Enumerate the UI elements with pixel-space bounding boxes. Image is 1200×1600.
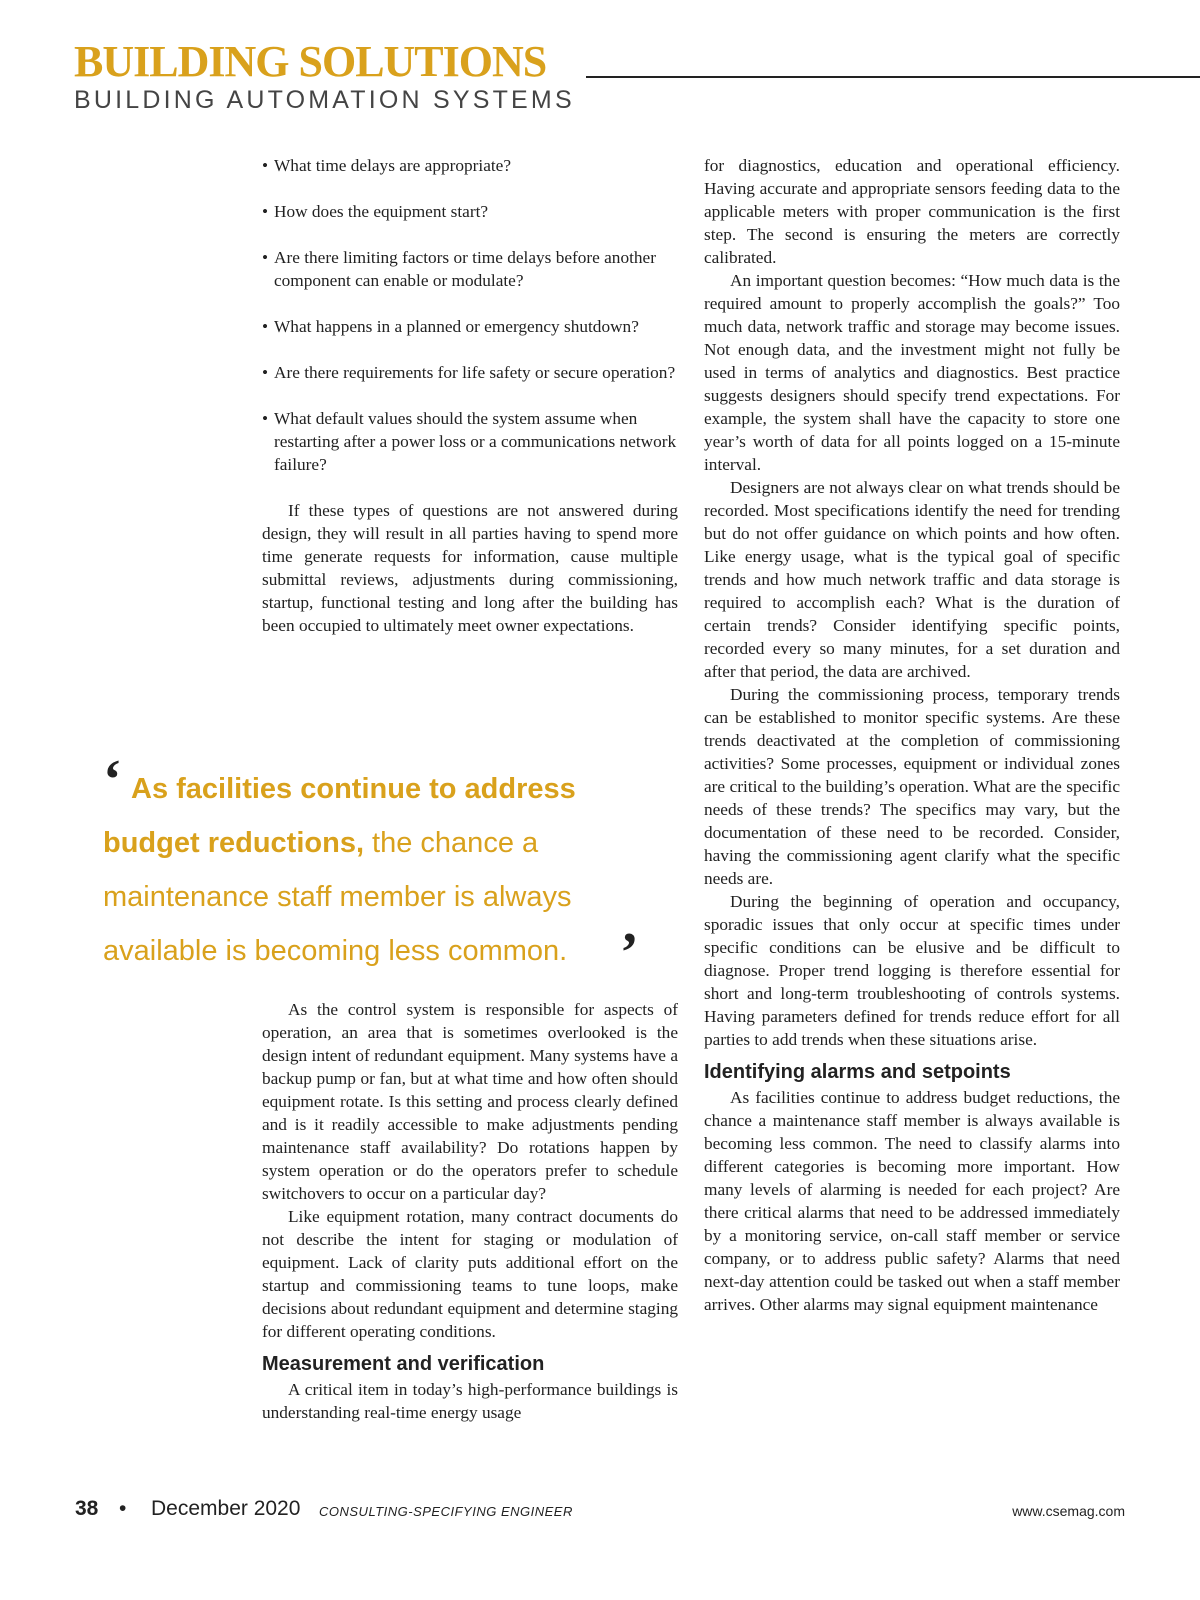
subheading: Measurement and verification [262, 1353, 545, 1375]
close-quote-mark: ’ [620, 922, 639, 984]
page-number: 38 [75, 1497, 99, 1520]
body-paragraph: During the beginning of operation and occupancy, sporadic issues that only occur at specific times under specific conditions can be elusive and be difficult to diagnose. Proper trend logging is therefore essential for short and long-term troubleshooting of controls systems. Having parameters defined for trends reduce effort for all parties to add trends when these situations arise. [704, 892, 1120, 1049]
issue-date: December 2020 [151, 1497, 301, 1520]
body-paragraph: During the commissioning process, temporary trends can be established to monitor specific systems. Are these trends deactivated at the completion of commissioning activities? Some processes, equipment or individual zones are critical to the building’s operation. What are the specific needs of these trends? The specifics may vary, but the documentation of these need to be recorded. Consider, having the commissioning agent clarify what the specific needs are. [704, 685, 1120, 888]
magazine-name: CONSULTING-SPECIFYING ENGINEER [319, 1504, 573, 1519]
page-header [74, 37, 1200, 115]
page-footer [75, 1497, 1125, 1527]
body-paragraph: Like equipment rotation, many contract documents do not describe the intent for staging or modulation of equipment. Lack of clarity puts additional effort on the startup and commissioning teams to tune loops, make decisions about redundant equipment and determine staging for different operating conditions. [262, 1207, 678, 1341]
right-column [704, 154, 1120, 1316]
left-column-top [262, 154, 678, 637]
pull-quote-rest: the chance a maintenance staff member is always available is becoming less common. [103, 827, 572, 967]
list-item: • What default values should the system assume when restarting after a power loss or a communications network failure? [262, 407, 678, 476]
footer-bullet: • [119, 1497, 127, 1520]
list-item: • Are there limiting factors or time delays before another component can enable or modulate? [262, 246, 678, 292]
open-quote-mark: ‘ [103, 749, 122, 811]
pull-quote-bold: As facilities continue to address budget reductions, [103, 773, 576, 859]
body-paragraph: for diagnostics, education and operational efficiency. Having accurate and appropriate sensors feeding data to the applicable meters with proper communication is the first step. The second is ensuring the meters are correctly calibrated. [704, 156, 1120, 267]
body-paragraph: If these types of questions are not answered during design, they will result in all parties having to spend more time generate requests for information, cause multiple submittal reviews, adjustments during commissioning, startup, functional testing and long after the building has been occupied to ultimately meet owner expectations. [262, 501, 678, 635]
list-item: • Are there requirements for life safety or secure operation? [262, 361, 678, 384]
list-item: • How does the equipment start? [262, 200, 678, 223]
section-subtitle: BUILDING AUTOMATION SYSTEMS [74, 86, 575, 114]
body-paragraph: A critical item in today’s high-performance buildings is understanding real-time energy usage [262, 1380, 678, 1422]
body-paragraph: An important question becomes: “How much data is the required amount to properly accomplish the goals?” Too much data, network traffic and storage may become issues. Not enough data, and the investment might not fully be used in terms of analytics and diagnostics. Best practice suggests designers should specify trend expectations. For example, the system shall have the capacity to store one year’s worth of data for all points logged on a 15-minute interval. [704, 271, 1120, 474]
section-title: BUILDING SOLUTIONS [74, 37, 547, 86]
body-paragraph: As facilities continue to address budget reductions, the chance a maintenance staff member is always available is becoming less common. The need to classify alarms into different categories is becoming more important. How many levels of alarming is needed for each project? Are there critical alarms that need to be addressed immediately by a monitoring service, on-call staff member or service company, or to address public safety? Alarms that need next-day attention could be tasked out when a staff member arrives. Other alarms may signal equipment maintenance [704, 1088, 1120, 1314]
website-link[interactable]: www.csemag.com [1012, 1503, 1125, 1519]
body-paragraph: Designers are not always clear on what trends should be recorded. Most specifications identify the need for trending but do not offer guidance on which points and how often. Like energy usage, what is the typical goal of specific trends and how much network traffic and data storage is required to accomplish each? What is the duration of certain trends? Consider identifying specific points, recorded every so many minutes, for a set duration and after that period, the data are archived. [704, 478, 1120, 681]
header-rule [586, 76, 1200, 78]
list-item: • What time delays are appropriate? [262, 154, 678, 177]
left-column-bottom [262, 998, 678, 1424]
subheading: Identifying alarms and setpoints [704, 1061, 1011, 1083]
question-list [262, 154, 678, 476]
body-paragraph: As the control system is responsible for aspects of operation, an area that is sometimes overlooked is the design intent of redundant equipment. Many systems have a backup pump or fan, but at what time and how often should equipment rotate. Is this setting and process clearly defined and is it readily accessible to make adjustments pending maintenance staff availability? Do rotations happen by system operation or do the operators prefer to schedule switchovers to occur on a particular day? [262, 1000, 678, 1203]
pull-quote [103, 762, 663, 978]
list-item: • What happens in a planned or emergency shutdown? [262, 315, 678, 338]
